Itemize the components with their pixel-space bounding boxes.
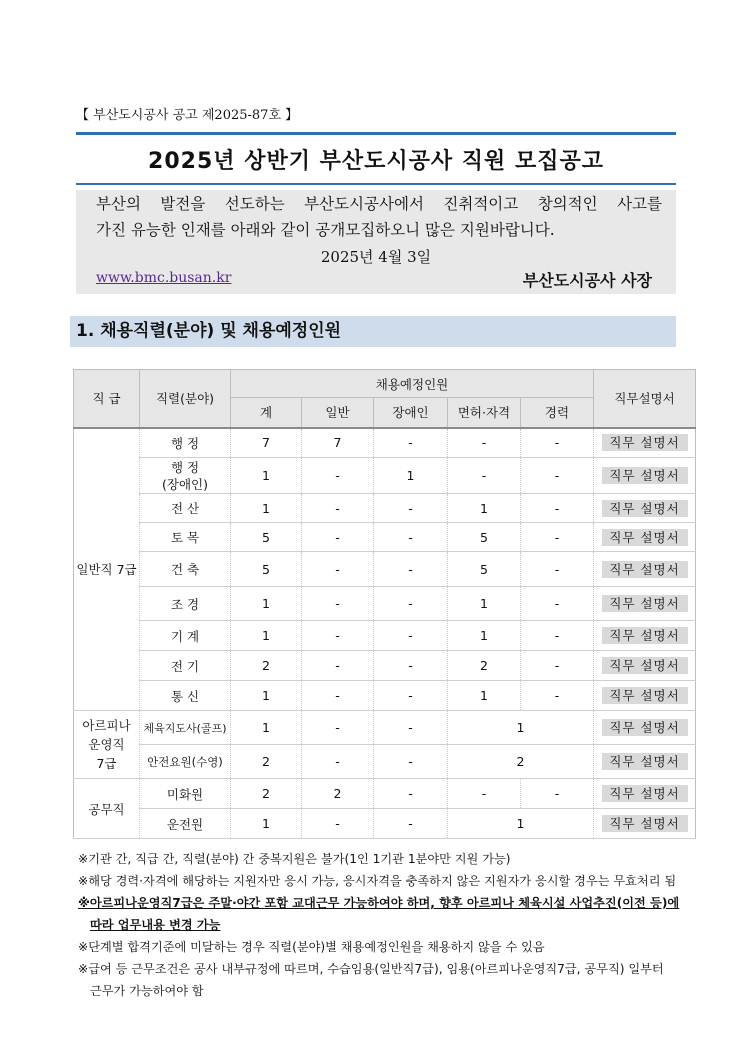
- job-desc-button[interactable]: 직무 설명서: [602, 627, 688, 644]
- group-public-service: 공무직: [74, 779, 140, 839]
- disabled-cell: -: [374, 523, 448, 552]
- total-cell: 1: [231, 809, 302, 839]
- job-desc-button[interactable]: 직무 설명서: [602, 561, 688, 578]
- header-career: 경력: [521, 398, 594, 428]
- table-row: [74, 651, 696, 681]
- intro-line-2: 가진 유능한 인재를 아래와 같이 공개모집하오니 많은 지원바랍니다.: [96, 221, 555, 239]
- disabled-cell: -: [374, 711, 448, 745]
- total-cell: 2: [231, 745, 302, 779]
- license-cell: 1: [448, 587, 521, 621]
- page-title: 2025년 상반기 부산도시공사 직원 모집공고: [148, 149, 604, 174]
- header-disabled: 장애인: [374, 398, 448, 428]
- general-cell: -: [302, 651, 374, 681]
- section-title-recruitment: 1. 채용직렬(분야) 및 채용예정인원: [70, 316, 676, 347]
- header-general: 일반: [302, 398, 374, 428]
- career-cell: -: [521, 552, 594, 587]
- job-desc-button[interactable]: 직무 설명서: [602, 595, 688, 612]
- notes: [78, 848, 688, 1002]
- license-cell: -: [448, 428, 521, 458]
- disabled-cell: 1: [374, 458, 448, 494]
- field-cell: 토 목: [140, 523, 231, 552]
- field-cell: 건 축: [140, 552, 231, 587]
- intro-line-1: 부산의 발전을 선도하는 부산도시공사에서 진취적이고 창의적인 사고를: [96, 195, 662, 213]
- note-5: ※급여 등 근무조건은 공사 내부규정에 따르며, 수습임용(일반직7급), 임용(아르피나운영직7급, 공무직) 일부터: [78, 962, 664, 976]
- job-desc-button[interactable]: 직무 설명서: [602, 719, 688, 736]
- table-row: [74, 587, 696, 621]
- note-3-cont: 따라 업무내용 변경 가능: [90, 918, 221, 932]
- job-desc-cell: [594, 621, 696, 651]
- license-cell: -: [448, 779, 521, 809]
- total-cell: 7: [231, 428, 302, 458]
- title-rule-bottom: [76, 183, 676, 185]
- header-planned: 채용예정인원: [231, 370, 594, 398]
- general-cell: -: [302, 552, 374, 587]
- job-desc-cell: [594, 428, 696, 458]
- table-row: [74, 711, 696, 745]
- field-cell: 통 신: [140, 681, 231, 711]
- job-desc-button[interactable]: 직무 설명서: [602, 753, 688, 770]
- general-cell: -: [302, 587, 374, 621]
- license-career-cell: 1: [448, 809, 594, 839]
- field-cell: 행 정 (장애인): [140, 458, 231, 494]
- total-cell: 2: [231, 651, 302, 681]
- job-desc-cell: [594, 651, 696, 681]
- license-cell: -: [448, 458, 521, 494]
- field-cell: 전 산: [140, 494, 231, 523]
- job-desc-button[interactable]: 직무 설명서: [602, 657, 688, 674]
- job-desc-button[interactable]: 직무 설명서: [602, 434, 688, 451]
- table-row: [74, 552, 696, 587]
- note-5-cont: 근무가 가능하여야 함: [90, 984, 204, 998]
- disabled-cell: -: [374, 779, 448, 809]
- disabled-cell: -: [374, 745, 448, 779]
- note-3: ※아르피나운영직7급은 주말·야간 포함 교대근무 가능하여야 하며, 향후 아르피나 체육시설 사업추진(이전 등)에: [78, 896, 680, 910]
- intro-box: [76, 190, 676, 294]
- table-row: [74, 809, 696, 839]
- header-job-desc: 직무설명서: [594, 370, 696, 428]
- job-desc-button[interactable]: 직무 설명서: [602, 785, 688, 802]
- field-cell: 전 기: [140, 651, 231, 681]
- field-cell: 미화원: [140, 779, 231, 809]
- job-desc-button[interactable]: 직무 설명서: [602, 500, 688, 517]
- note-2: ※해당 경력·자격에 해당하는 지원자만 응시 가능, 응시자격을 충족하지 않은 지원자가 응시할 경우는 무효처리 됨: [78, 874, 677, 888]
- disabled-cell: -: [374, 621, 448, 651]
- license-cell: 1: [448, 494, 521, 523]
- general-cell: -: [302, 711, 374, 745]
- title-block: [76, 132, 676, 185]
- header-grade: 직 급: [74, 370, 140, 428]
- total-cell: 5: [231, 552, 302, 587]
- disabled-cell: -: [374, 809, 448, 839]
- announcement-date: 2025년 4월 3일: [320, 248, 432, 266]
- group-general-7: 일반직 7급: [74, 428, 140, 711]
- license-cell: 1: [448, 681, 521, 711]
- field-cell: 조 경: [140, 587, 231, 621]
- disabled-cell: -: [374, 681, 448, 711]
- license-cell: 5: [448, 552, 521, 587]
- general-cell: -: [302, 681, 374, 711]
- disabled-cell: -: [374, 651, 448, 681]
- career-cell: -: [521, 458, 594, 494]
- field-cell: 기 계: [140, 621, 231, 651]
- job-desc-button[interactable]: 직무 설명서: [602, 815, 688, 832]
- general-cell: -: [302, 523, 374, 552]
- disabled-cell: -: [374, 428, 448, 458]
- table-row: [74, 621, 696, 651]
- general-cell: -: [302, 745, 374, 779]
- job-desc-cell: [594, 779, 696, 809]
- job-desc-cell: [594, 523, 696, 552]
- job-desc-cell: [594, 494, 696, 523]
- job-desc-cell: [594, 587, 696, 621]
- total-cell: 1: [231, 587, 302, 621]
- career-cell: -: [521, 587, 594, 621]
- total-cell: 1: [231, 458, 302, 494]
- general-cell: 2: [302, 779, 374, 809]
- license-cell: 2: [448, 651, 521, 681]
- license-career-cell: 2: [448, 745, 594, 779]
- career-cell: -: [521, 494, 594, 523]
- job-desc-cell: [594, 809, 696, 839]
- header-license: 면허·자격: [448, 398, 521, 428]
- license-cell: 1: [448, 621, 521, 651]
- job-desc-button[interactable]: 직무 설명서: [602, 687, 688, 704]
- total-cell: 1: [231, 494, 302, 523]
- field-cell: 체육지도사(골프): [140, 711, 231, 745]
- general-cell: -: [302, 809, 374, 839]
- career-cell: -: [521, 779, 594, 809]
- field-cell: 운전원: [140, 809, 231, 839]
- general-cell: 7: [302, 428, 374, 458]
- career-cell: -: [521, 651, 594, 681]
- general-cell: -: [302, 458, 374, 494]
- table-row: [74, 779, 696, 809]
- career-cell: -: [521, 428, 594, 458]
- notice-number: 【 부산도시공사 공고 제2025-87호 】: [76, 108, 299, 123]
- website-link[interactable]: www.bmc.busan.kr: [96, 270, 232, 286]
- field-cell: 행 정: [140, 428, 231, 458]
- table-row: [74, 458, 696, 494]
- note-1: ※기관 간, 직급 간, 직렬(분야) 간 중복지원은 불가(1인 1기관 1분야만 지원 가능): [78, 852, 511, 866]
- job-desc-cell: [594, 458, 696, 494]
- job-desc-button[interactable]: 직무 설명서: [602, 529, 688, 546]
- disabled-cell: -: [374, 494, 448, 523]
- note-4: ※단계별 합격기준에 미달하는 경우 직렬(분야)별 채용예정인원을 채용하지 않을 수 있음: [78, 940, 545, 954]
- table-row: [74, 681, 696, 711]
- disabled-cell: -: [374, 552, 448, 587]
- disabled-cell: -: [374, 587, 448, 621]
- total-cell: 2: [231, 779, 302, 809]
- license-cell: 5: [448, 523, 521, 552]
- license-career-cell: 1: [448, 711, 594, 745]
- career-cell: -: [521, 681, 594, 711]
- table-row: [74, 428, 696, 458]
- total-cell: 1: [231, 621, 302, 651]
- header-field: 직렬(분야): [140, 370, 231, 428]
- signature: 부산도시공사 사장: [522, 271, 652, 290]
- total-cell: 1: [231, 681, 302, 711]
- recruitment-table: [73, 369, 696, 839]
- career-cell: -: [521, 621, 594, 651]
- header-total: 계: [231, 398, 302, 428]
- job-desc-cell: [594, 681, 696, 711]
- job-desc-cell: [594, 745, 696, 779]
- total-cell: 5: [231, 523, 302, 552]
- job-desc-button[interactable]: 직무 설명서: [602, 467, 688, 484]
- job-desc-cell: [594, 552, 696, 587]
- career-cell: -: [521, 523, 594, 552]
- general-cell: -: [302, 621, 374, 651]
- field-cell: 안전요원(수영): [140, 745, 231, 779]
- table-row: [74, 745, 696, 779]
- table-row: [74, 523, 696, 552]
- table-row: [74, 494, 696, 523]
- total-cell: 1: [231, 711, 302, 745]
- group-arpina-7: 아르피나 운영직 7급: [74, 711, 140, 779]
- general-cell: -: [302, 494, 374, 523]
- job-desc-cell: [594, 711, 696, 745]
